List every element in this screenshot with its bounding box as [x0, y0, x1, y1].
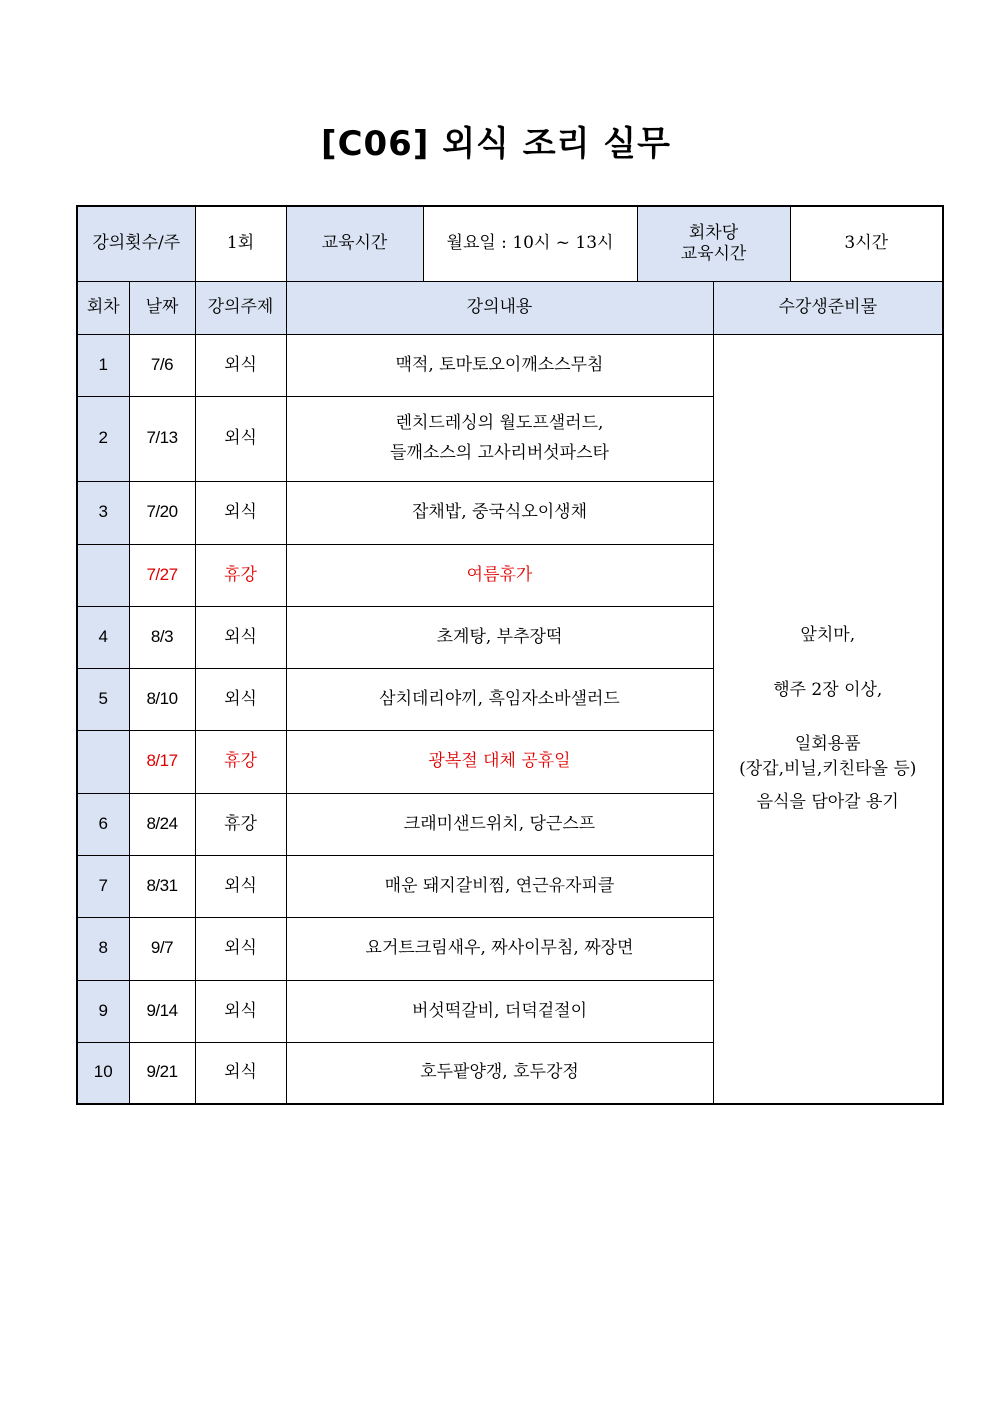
topic-cell: 외식	[195, 1042, 286, 1104]
content-cell: 버섯떡갈비, 더덕겉절이	[286, 980, 713, 1042]
date-cell: 8/31	[129, 855, 195, 917]
session-cell: 4	[77, 606, 129, 668]
content-line1: 렌치드레싱의 월도프샐러드,	[395, 412, 604, 433]
session-cell: 3	[77, 481, 129, 544]
content-cell: 여름휴가	[286, 544, 713, 606]
header-row	[77, 281, 943, 334]
per-session-label-line1: 회차당	[688, 223, 739, 244]
content-cell: 매운 돼지갈비찜, 연근유자피클	[286, 855, 713, 917]
session-cell: 5	[77, 668, 129, 730]
prep-line2: 행주 2장 이상,	[773, 679, 883, 700]
schedule-table	[76, 205, 944, 1105]
info-row	[77, 206, 943, 281]
date-cell: 8/3	[129, 606, 195, 668]
topic-cell: 휴강	[195, 544, 286, 606]
date-cell: 8/24	[129, 793, 195, 855]
page-title: [C06] 외식 조리 실무	[321, 124, 671, 164]
content-cell: 맥적, 토마토오이깨소스무침	[286, 334, 713, 396]
prep-line4: (장갑,비닐,키친타올 등)	[739, 759, 917, 780]
lectures-label: 강의횟수/주	[77, 206, 195, 281]
session-cell	[77, 544, 129, 606]
time-value: 월요일 : 10시 ~ 13시	[423, 206, 637, 281]
date-cell: 7/6	[129, 334, 195, 396]
date-cell: 7/13	[129, 396, 195, 481]
header-session: 회차	[77, 281, 129, 334]
date-cell: 9/7	[129, 917, 195, 980]
session-cell: 8	[77, 917, 129, 980]
header-prep: 수강생준비물	[713, 281, 943, 334]
topic-cell: 외식	[195, 855, 286, 917]
session-cell: 7	[77, 855, 129, 917]
date-cell: 9/14	[129, 980, 195, 1042]
prep-line3: 일회용품	[794, 734, 861, 755]
session-cell: 6	[77, 793, 129, 855]
header-date: 날짜	[129, 281, 195, 334]
content-cell: 잡채밥, 중국식오이생채	[286, 481, 713, 544]
session-cell: 1	[77, 334, 129, 396]
date-cell: 8/10	[129, 668, 195, 730]
topic-cell: 휴강	[195, 793, 286, 855]
date-cell: 9/21	[129, 1042, 195, 1104]
time-label: 교육시간	[286, 206, 423, 281]
date-cell: 7/27	[129, 544, 195, 606]
table-row	[77, 334, 943, 396]
topic-cell: 외식	[195, 668, 286, 730]
header-topic: 강의주제	[195, 281, 286, 334]
content-line2: 들깨소스의 고사리버섯파스타	[390, 442, 609, 463]
lectures-value: 1회	[195, 206, 286, 281]
content-cell: 삼치데리야끼, 흑임자소바샐러드	[286, 668, 713, 730]
date-cell: 7/20	[129, 481, 195, 544]
session-cell: 2	[77, 396, 129, 481]
per-session-label	[637, 206, 790, 281]
session-cell: 10	[77, 1042, 129, 1104]
topic-cell: 외식	[195, 917, 286, 980]
date-cell: 8/17	[129, 730, 195, 793]
topic-cell: 외식	[195, 481, 286, 544]
topic-cell: 외식	[195, 334, 286, 396]
prep-cell	[713, 334, 943, 1104]
session-cell	[77, 730, 129, 793]
content-cell: 초계탕, 부추장떡	[286, 606, 713, 668]
session-cell: 9	[77, 980, 129, 1042]
per-session-label-line2: 교육시간	[680, 243, 747, 264]
topic-cell: 휴강	[195, 730, 286, 793]
content-cell: 요거트크림새우, 짜사이무침, 짜장면	[286, 917, 713, 980]
topic-cell: 외식	[195, 606, 286, 668]
content-cell: 광복절 대체 공휴일	[286, 730, 713, 793]
topic-cell: 외식	[195, 980, 286, 1042]
content-cell	[286, 396, 713, 481]
prep-line5: 음식을 담아갈 용기	[756, 791, 899, 812]
header-content: 강의내용	[286, 281, 713, 334]
topic-cell: 외식	[195, 396, 286, 481]
per-session-value: 3시간	[790, 206, 943, 281]
prep-line1: 앞치마,	[800, 625, 856, 646]
content-cell: 호두팥양갱, 호두강정	[286, 1042, 713, 1104]
content-cell: 크래미샌드위치, 당근스프	[286, 793, 713, 855]
